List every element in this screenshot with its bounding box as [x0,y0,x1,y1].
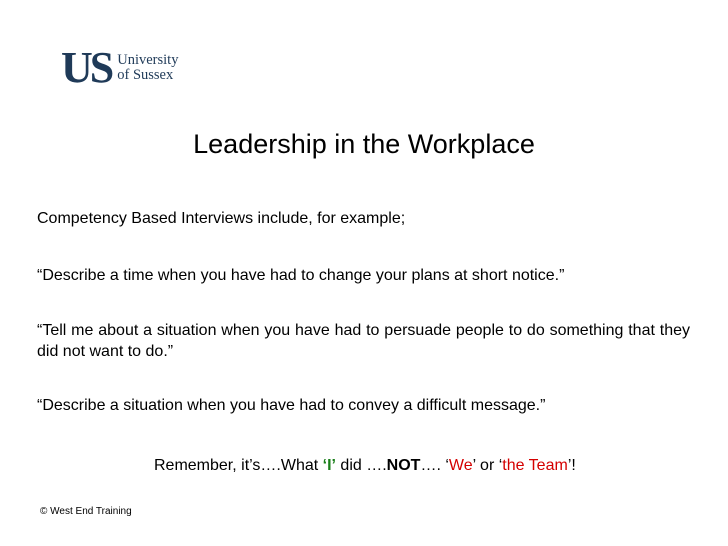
remember-mid1: did …. [335,457,387,474]
logo-line-2: of Sussex [117,67,174,83]
remember-quote-open: ‘ [445,457,449,474]
remember-prefix: Remember, it’s….What [154,457,323,474]
example-3: “Describe a situation when you have had to convey a difficult message.” [37,397,546,414]
slide-title: Leadership in the Workplace [193,129,535,159]
remember-we: We [448,457,473,474]
remember-not: NOT [386,457,421,474]
remember-quote-close-1: ’ [472,457,476,474]
remember-or: or [475,457,499,474]
remember-quote-close-2: ’ [567,457,572,474]
remember-i: ‘I’ [322,457,336,474]
university-logo [61,43,179,92]
copyright-footer: © West End Training [40,506,132,517]
example-1: “Describe a time when you have had to change your plans at short notice.” [37,267,565,284]
logo-wordmark [117,53,178,83]
example-2: “Tell me about a situation when you have had to persuade people to do something that they did not want to do.” [37,322,690,360]
intro-text: Competency Based Interviews include, for example; [37,210,406,227]
remember-quote-open-2: ‘ [498,457,503,474]
remember-team: the Team [502,457,568,474]
logo-mark: US [61,43,112,92]
remember-note [154,455,576,476]
remember-mid2: …. [420,457,446,474]
logo-line-1: University [117,52,179,68]
remember-end: ! [571,457,576,474]
